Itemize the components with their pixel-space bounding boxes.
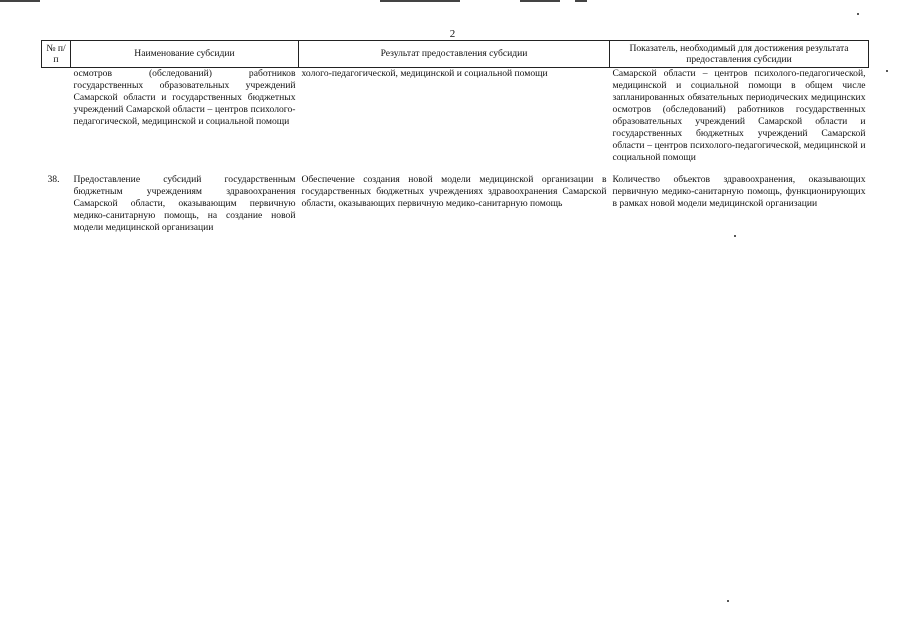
subsidy-indicator: Самарской области – центров психолого-педагогической, медицинской и социальной помощи в общем числе запланированных обязательных периодических медицинских осмотров (обследований) работников государственных образовательных учреждений Самарской области и государственных бюджетных учреждений Самарской области – центров психолого-педагогической, медицинской и социальной помощи [612,68,866,163]
scan-speck [734,235,736,237]
subsidy-name: осмотров (обследований) работников государственных образовательных учреждений Самарской области и государственных бюджетных учреждений Самарской области – центров психолого-педагогической, медицинской и социальной помощи [73,68,296,127]
scan-speck [727,600,729,602]
header-name: Наименование субсидии [71,41,299,68]
scan-top-line-right [575,0,587,2]
scan-speck [886,70,888,72]
subsidy-name: Предоставление субсидий государственным бюджетным учреждениям здравоохранения Самарской области, оказывающим первичную медико-санитарную помощь, на создание новой модели медицинской организации [73,174,296,233]
table-row [42,164,869,234]
row-num: 38. [47,174,60,185]
row-num [42,68,71,165]
subsidies-table [41,40,869,234]
header-result: Результат предоставления субсидии [299,41,610,68]
scan-top-line-mid2 [520,0,560,2]
subsidy-result: Обеспечение создания новой модели медицинской организации в государственных бюджетных учреждениях здравоохранения Самарской области, оказывающих первичную медико-санитарную помощь [301,174,607,209]
header-indicator: Показатель, необходимый для достижения результата предоставления субсидии [610,41,869,68]
subsidy-indicator: Количество объектов здравоохранения, оказывающих первичную медико-санитарную помощь, функционирующих в рамках новой модели медицинской организации [612,174,866,209]
table-row [42,68,869,165]
page-number: 2 [449,28,456,40]
scan-top-line-left [0,0,40,2]
table-header-row [42,41,869,68]
scan-top-line-mid [380,0,460,2]
scan-speck [857,13,859,15]
subsidy-result: холого-педагогической, медицинской и социальной помощи [301,68,548,79]
header-num: № п/п [42,41,71,68]
